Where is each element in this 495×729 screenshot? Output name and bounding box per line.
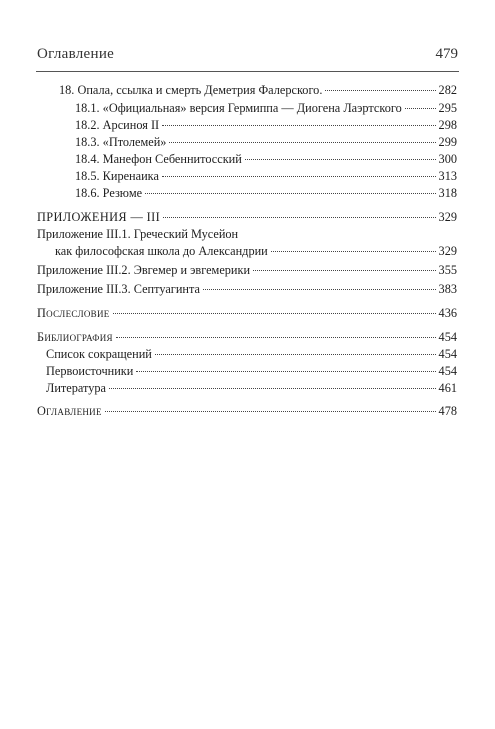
toc-entry-title: ПРИЛОЖЕНИЯ — III: [37, 210, 161, 224]
toc-entry-appendix-3-1: [55, 244, 457, 259]
toc-entry-ch18-5: [75, 169, 457, 184]
toc-entry-afterword: [37, 306, 457, 321]
dot-leader: [105, 411, 436, 412]
toc-entry-page: 454: [438, 330, 457, 344]
toc-entry-appendix-3-1-line1: [37, 227, 238, 242]
toc-entry-ch18-6: [75, 186, 457, 201]
dot-leader: [169, 142, 435, 143]
dot-leader: [271, 251, 436, 252]
header-rule: [36, 71, 459, 72]
running-header-title: Оглавление: [37, 46, 115, 62]
toc-entry-page: 329: [438, 244, 457, 258]
toc-entry-title: Оглавление: [37, 404, 102, 418]
toc-entry-ch18-3: [75, 135, 457, 150]
dot-leader: [113, 313, 436, 314]
toc-entry-page: 299: [438, 135, 457, 149]
dot-leader: [116, 337, 436, 338]
toc-entry-bibliography: [37, 330, 457, 345]
toc-entry-title: 18.3. «Птолемей»: [75, 135, 167, 149]
toc-entry-appendix-3-2: [37, 263, 457, 278]
dot-leader: [203, 289, 436, 290]
toc-entry-primary-sources: [46, 364, 457, 379]
toc-entry-ch18-1: [75, 101, 457, 116]
toc-entry-title: Приложение III.3. Септуагинта: [37, 282, 200, 296]
toc-entry-page: 355: [438, 263, 457, 277]
toc-entry-title: Приложение III.1. Греческий Мусейон: [37, 227, 239, 241]
toc-entry-ch18: [59, 83, 457, 98]
dot-leader: [405, 108, 436, 109]
toc-entry-page: 313: [438, 169, 457, 183]
toc-entry-page: 454: [438, 364, 457, 378]
toc-entry-page: 461: [438, 381, 457, 395]
toc-entry-title: Библиография: [37, 330, 113, 344]
toc-entry-title: Список сокращений: [46, 347, 152, 361]
toc-entry-title: 18.1. «Официальная» версия Гермиппа — Диогена Лаэртского: [75, 101, 402, 115]
toc-entry-page: 282: [438, 83, 457, 97]
dot-leader: [163, 217, 435, 218]
toc-entry-appendices-3: [37, 210, 457, 225]
dot-leader: [109, 388, 436, 389]
toc-entry-abbreviations: [46, 347, 457, 362]
dot-leader: [136, 371, 435, 372]
toc-entry-title: 18.6. Резюме: [75, 186, 143, 200]
toc-entry-title: 18.2. Арсиноя II: [75, 118, 160, 132]
toc-entry-page: 329: [438, 210, 457, 224]
dot-leader: [155, 354, 436, 355]
toc-entry-page: 295: [438, 101, 457, 115]
toc-entry-ch18-2: [75, 118, 457, 133]
dot-leader: [162, 176, 436, 177]
toc-entry-title: Приложение III.2. Эвгемер и эвгемерики: [37, 263, 251, 277]
toc-entry-title: Послесловие: [37, 306, 110, 320]
dot-leader: [253, 270, 435, 271]
page-number: 479: [435, 46, 458, 62]
toc-entry-page: 298: [438, 118, 457, 132]
toc-entry-title: Первоисточники: [46, 364, 134, 378]
toc-entry-literature: [46, 381, 457, 396]
toc-entry-ch18-4: [75, 152, 457, 167]
toc-entry-page: 478: [438, 404, 457, 418]
toc-entry-appendix-3-3: [37, 282, 457, 297]
dot-leader: [325, 90, 435, 91]
running-header: [37, 46, 458, 64]
toc-entry-title: 18. Опала, ссылка и смерть Деметрия Фалерского.: [59, 83, 323, 97]
toc-entry-page: 383: [438, 282, 457, 296]
toc-entry-page: 318: [438, 186, 457, 200]
dot-leader: [145, 193, 435, 194]
toc-entry-title: 18.5. Киренаика: [75, 169, 159, 183]
toc-entry-page: 436: [438, 306, 457, 320]
dot-leader: [245, 159, 436, 160]
toc-entry-title: Литература: [46, 381, 107, 395]
toc-entry-page: 454: [438, 347, 457, 361]
toc-entry-page: 300: [438, 152, 457, 166]
dot-leader: [162, 125, 435, 126]
toc-entry-title: как философская школа до Александрии: [55, 244, 268, 258]
toc-entry-title: 18.4. Манефон Себеннитосский: [75, 152, 242, 166]
toc-entry-contents: [37, 404, 457, 419]
